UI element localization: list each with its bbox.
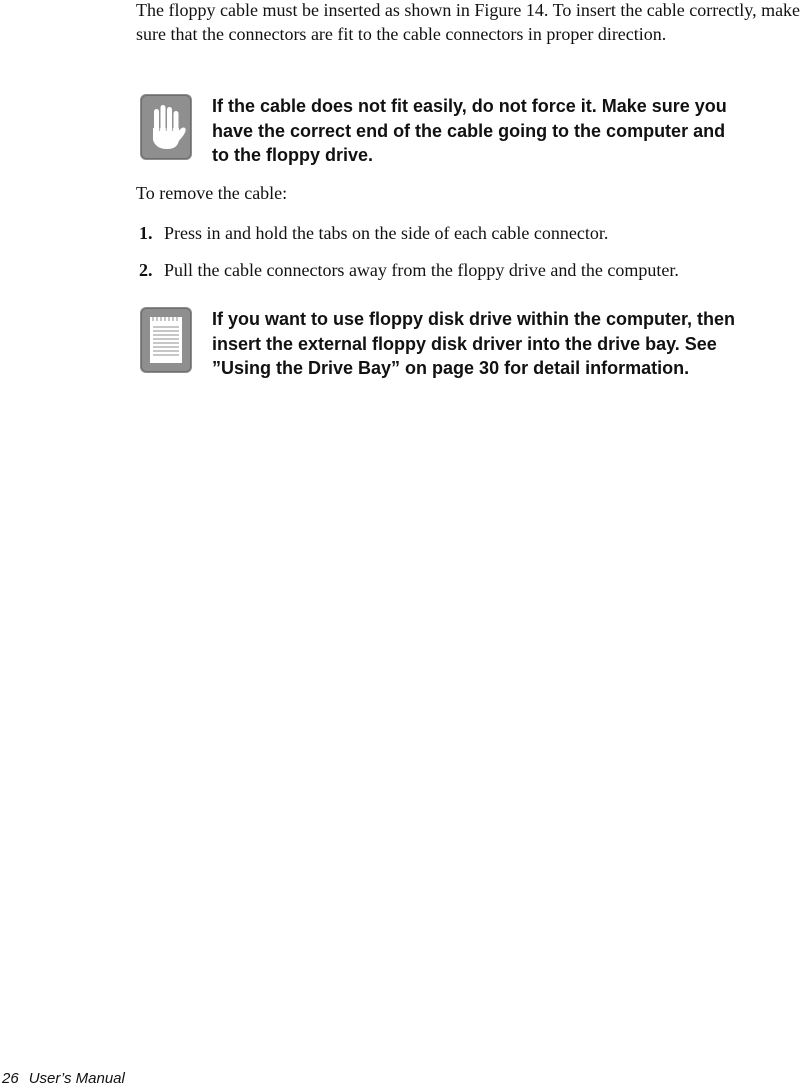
hand-stop-icon bbox=[140, 94, 192, 160]
remove-lead-text: To remove the cable: bbox=[136, 183, 288, 203]
remove-steps-list bbox=[139, 221, 679, 295]
list-item bbox=[139, 258, 679, 295]
step-number: 2. bbox=[139, 260, 153, 280]
warning-line: have the correct end of the cable going to the computer and bbox=[212, 120, 726, 141]
note-line: ”Using the Drive Bay” on page 30 for detail information. bbox=[212, 358, 690, 378]
warning-text bbox=[212, 94, 808, 168]
notepad-icon bbox=[140, 307, 192, 373]
list-item bbox=[139, 221, 679, 258]
warning-line: If the cable does not fit easily, do not force it. Make sure you bbox=[212, 96, 727, 116]
step-text: Pull the cable connectors away from the floppy drive and the computer. bbox=[164, 260, 679, 280]
step-text: Press in and hold the tabs on the side of each cable connector. bbox=[164, 223, 609, 243]
page-number: 26 bbox=[2, 1070, 19, 1087]
manual-title: User’s Manual bbox=[28, 1070, 125, 1087]
note-line: insert the external floppy disk driver into the drive bay. See bbox=[212, 333, 717, 354]
note-line: If you want to use floppy disk drive within the computer, then bbox=[212, 309, 736, 329]
intro-paragraph: The floppy cable must be inserted as shown in Figure 14. To insert the cable correctly, make sure that the connectors are fit to the cable connectors in proper direction. bbox=[136, 0, 801, 44]
page-footer bbox=[2, 1070, 125, 1088]
note-text bbox=[212, 307, 808, 381]
warning-line: to the floppy drive. bbox=[212, 145, 374, 165]
step-number: 1. bbox=[139, 223, 153, 243]
